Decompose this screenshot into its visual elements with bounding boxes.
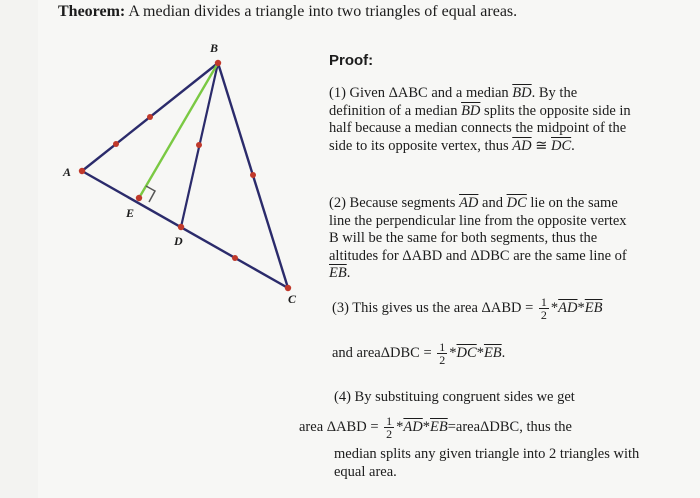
step3-equals: =: [521, 299, 537, 316]
step3b-denominator: 2: [439, 353, 446, 367]
step3b-seg-eb: $\overline{EB}$: [483, 344, 502, 361]
step1-seg-bd: $\overline{BD}$: [512, 85, 532, 101]
step1-triangle: ΔABC: [388, 85, 428, 101]
step2-seg-dc: $\overline{DC}$: [506, 195, 527, 211]
step4b-triangle-abd: ΔABD: [326, 418, 367, 435]
step2-text-e: are the same line of: [509, 247, 627, 264]
step4b-seg-eb: $\overline{EB}$: [430, 418, 448, 435]
step3b-seg-dc: $\overline{DC}$: [456, 344, 477, 361]
triangle-figure: [0, 0, 320, 330]
step2-text-a: (2) Because segments: [329, 195, 460, 211]
step3b-star-2: *: [476, 344, 484, 361]
step2-text-b: and: [478, 195, 507, 211]
step3-fraction: [539, 296, 549, 321]
step4-text-a: (4) By substituing congruent sides we get: [334, 389, 575, 405]
step4b-numerator: 1: [386, 414, 393, 428]
step4b-star-2: *: [422, 418, 430, 435]
step4b-text-end: , thus the: [519, 418, 572, 435]
step3-numerator: 1: [540, 295, 547, 309]
step3-seg-eb: $\overline{EB}$: [584, 299, 603, 316]
step1-seg-ad: $\overline{AD}$: [512, 137, 532, 154]
step2-text-c: lie on the same line the perpendicular line from the opposite vertex B will be the same for both segments, thus the altitudes for: [329, 195, 627, 264]
proof-heading: Proof:: [329, 52, 374, 69]
point-B: [215, 60, 221, 66]
label-E: E: [126, 206, 135, 220]
step3b-period: .: [501, 344, 506, 361]
point-mid-AB-2: [147, 114, 153, 120]
point-mid-AB-1: [113, 141, 119, 147]
step3-seg-ad: $\overline{AD}$: [558, 299, 578, 316]
point-D: [178, 224, 184, 230]
proof-step-1: [329, 85, 634, 155]
proof-step-4: [334, 388, 575, 406]
proof-step-4c: [334, 446, 649, 481]
label-B: B: [210, 41, 219, 55]
step2-triangle-dbc: ΔDBC: [470, 247, 510, 264]
step3b-triangle: ΔDBC: [380, 344, 420, 361]
step3b-equals: =: [419, 344, 436, 361]
step3-triangle: ΔABD: [481, 299, 522, 316]
step3b-star-1: *: [449, 344, 457, 361]
altitude-BE: [139, 63, 218, 198]
step3-star-2: *: [577, 299, 585, 316]
step4b-fraction: [384, 415, 394, 440]
point-C: [285, 285, 291, 291]
point-E: [136, 195, 142, 201]
step2-seg-ad: $\overline{AD}$: [459, 195, 479, 211]
step2-triangle-abd: ΔABD: [402, 247, 443, 264]
step4b-star-1: *: [396, 418, 404, 435]
step3b-fraction: [437, 341, 447, 366]
step4b-equals: =: [366, 418, 383, 435]
step3b-text-a: and area: [332, 344, 381, 361]
point-mid-BD: [196, 142, 202, 148]
step4b-text-a: area: [299, 418, 327, 435]
point-A: [79, 168, 85, 174]
step1-seg-bd-2: $\overline{BD}$: [461, 102, 481, 119]
step1-seg-dc: $\overline{DC}$: [551, 137, 572, 154]
point-mid-BC: [250, 172, 256, 178]
point-mid-AC: [232, 255, 238, 261]
step4b-equals-area: =area: [447, 418, 481, 435]
theorem-label: Theorem:: [58, 3, 126, 20]
proof-step-4b: [299, 415, 572, 440]
step2-seg-eb: $\overline{EB}$: [329, 265, 347, 281]
step3b-numerator: 1: [439, 340, 446, 354]
proof-step-2: [329, 195, 634, 283]
label-D: D: [174, 234, 183, 248]
step1-text-a: (1) Given: [329, 85, 389, 101]
step1-congruent: ≅: [531, 137, 551, 154]
theorem-statement: A median divides a triangle into two triangles of equal areas.: [125, 3, 518, 20]
label-C: C: [288, 292, 297, 306]
step3-text-a: (3) This gives us the area: [332, 299, 482, 316]
step1-text-c: . By the definition of a median: [329, 85, 578, 119]
step4b-seg-ad: $\overline{AD}$: [403, 418, 423, 435]
step1-text-b: and a median: [427, 85, 513, 101]
step1-text-d: splits the opposite side in half because a median connects the midpoint of the side to its opposite vertex, thus: [329, 102, 631, 154]
proof-step-3: [332, 296, 602, 321]
proof-step-3b: [332, 341, 505, 366]
step4c-text: median splits any given triangle into 2 triangles with equal area.: [334, 446, 640, 480]
label-A: A: [63, 165, 72, 179]
step3-star-1: *: [550, 299, 559, 316]
step2-text-f: .: [346, 265, 351, 281]
right-angle-marker: [146, 186, 155, 202]
step2-text-d: and: [442, 247, 471, 264]
step1-text-e: .: [571, 137, 575, 154]
step3-denominator: 2: [540, 308, 547, 322]
step4b-denominator: 2: [386, 427, 393, 441]
step4b-triangle-dbc: ΔDBC: [480, 418, 520, 435]
